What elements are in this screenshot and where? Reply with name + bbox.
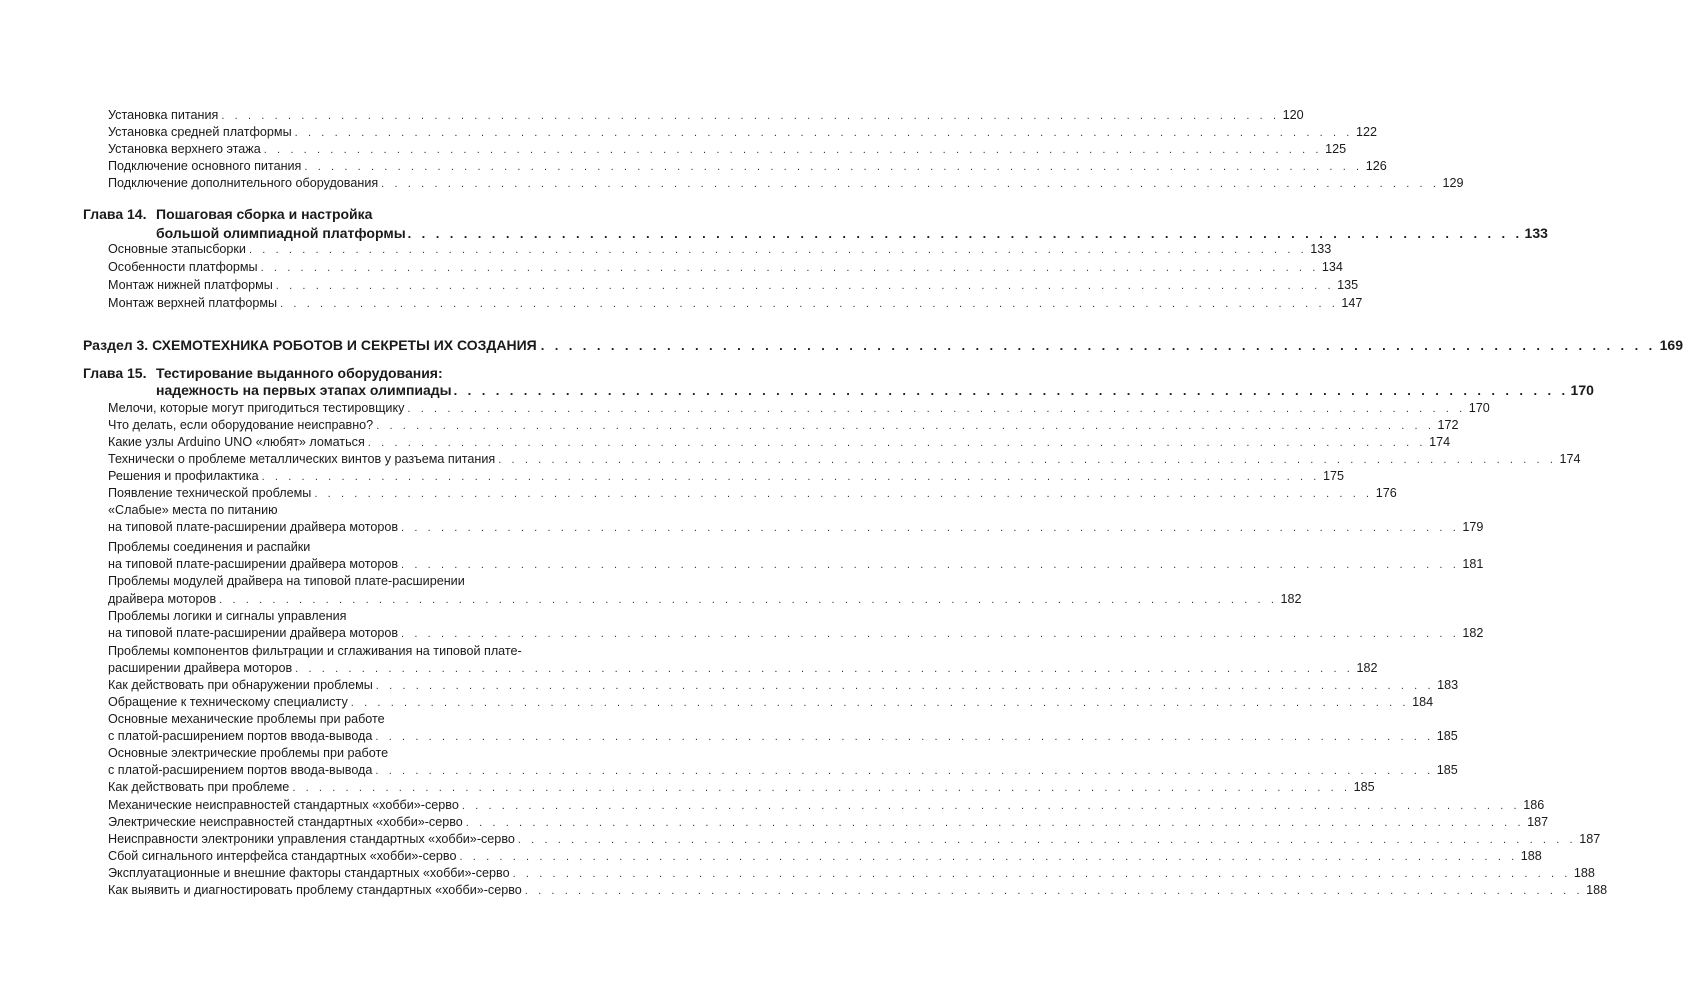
toc-entry <box>108 865 1595 882</box>
page-number: 170 <box>1468 401 1490 415</box>
entry-title: Обращение к техническому специалисту <box>108 695 348 709</box>
toc-entry <box>108 468 1344 485</box>
page-number: 174 <box>1429 435 1451 449</box>
chapter-title-line2: большой олимпиадной платформы <box>156 225 406 241</box>
entry-title: с платой-расширением портов ввода-вывода <box>108 763 373 777</box>
dot-leader: . . . . . . . . . . . . . . . . . . . . . . . . . . . . . . . . . . . . . . . . . . . . . . . . . . . . . . . . . . . . . . . . . . . . . . . . . . . . . . . . <box>375 765 1434 777</box>
part-page-number: 169 <box>1659 337 1683 353</box>
toc-entry <box>108 660 1378 677</box>
entry-title: Неисправности электроники управления стандартных «хобби»-серво <box>108 832 515 846</box>
entry-title: Сбой сигнального интерфейса стандартных «хобби»-серво <box>108 849 457 863</box>
chapter-title-line2: надежность на первых этапах олимпиады <box>156 382 452 398</box>
chapter-title-line1: Пошаговая сборка и настройка <box>156 206 373 222</box>
toc-entry <box>108 158 1387 175</box>
entry-title-line1: Основные электрические проблемы при работе <box>108 746 389 760</box>
page-number: 126 <box>1365 159 1387 173</box>
entry-title-line1: Проблемы соединения и распайки <box>108 540 311 554</box>
page-number: 181 <box>1462 557 1484 571</box>
toc-entry <box>108 625 1484 642</box>
toc-entry <box>108 259 1343 276</box>
page-number: 125 <box>1325 142 1347 156</box>
dot-leader: . . . . . . . . . . . . . . . . . . . . . . . . . . . . . . . . . . . . . . . . . . . . . . . . . . . . . . . . . . . . . . . . . . . . . . . . . . . . . . . . <box>350 697 1410 709</box>
page-number: 175 <box>1322 469 1344 483</box>
page-number: 179 <box>1462 520 1484 534</box>
toc-entry <box>108 519 1484 536</box>
page-number: 120 <box>1282 108 1304 122</box>
entry-title: Установка средней платформы <box>108 125 292 139</box>
entry-title: на типовой плате-расширении драйвера моторов <box>108 557 399 571</box>
dot-leader: . . . . . . . . . . . . . . . . . . . . . . . . . . . . . . . . . . . . . . . . . . . . . . . . . . . . . . . . . . . . . . . . . . . . . . . . . . . . . . . . <box>219 594 1278 606</box>
dot-leader: . . . . . . . . . . . . . . . . . . . . . . . . . . . . . . . . . . . . . . . . . . . . . . . . . . . . . . . . . . . . . . . . . . . . . . . . . . . . . . . . <box>407 403 1466 415</box>
toc-entry <box>108 779 1375 796</box>
entry-title-line1: Основные механические проблемы при работе <box>108 712 385 726</box>
dot-leader: . . . . . . . . . . . . . . . . . . . . . . . . . . . . . . . . . . . . . . . . . . . . . . . . . . . . . . . . . . . . . . . . . . . . . . . . . . . . . . . . <box>401 628 1460 640</box>
page-number: 182 <box>1462 626 1484 640</box>
entry-title: на типовой плате-расширении драйвера моторов <box>108 626 399 640</box>
page-number: 147 <box>1341 296 1363 310</box>
toc-entry <box>108 295 1363 312</box>
entry-title: Как действовать при обнаружении проблемы <box>108 678 373 692</box>
dot-leader: . . . . . . . . . . . . . . . . . . . . . . . . . . . . . . . . . . . . . . . . . . . . . . . . . . . . . . . . . . . . . . . . . . . . . . . . . . . . . . . . <box>275 280 1335 292</box>
dot-leader: . . . . . . . . . . . . . . . . . . . . . . . . . . . . . . . . . . . . . . . . . . . . . . . . . . . . . . . . . . . . . . . . . . . . . . . . . . . . . . . . <box>304 161 1363 173</box>
toc-entry <box>108 141 1347 158</box>
dot-leader: . . . . . . . . . . . . . . . . . . . . . . . . . . . . . . . . . . . . . . . . . . . . . . . . . . . . . . . . . . . . . . . . . . . . . . . . . . . . . . . . <box>465 817 1525 829</box>
page-number: 188 <box>1586 883 1608 897</box>
toc-entry <box>108 762 1458 779</box>
dot-leader: . . . . . . . . . . . . . . . . . . . . . . . . . . . . . . . . . . . . . . . . . . . . . . . . . . . . . . . . . . . . . . . . . . . . . . . . . . . . . . . . <box>248 244 1308 256</box>
entry-title-line1: Проблемы компонентов фильтрации и сглаживания на типовой плате- <box>108 644 522 658</box>
entry-title: Механические неисправностей стандартных «хобби»-серво <box>108 798 459 812</box>
dot-leader: . . . . . . . . . . . . . . . . . . . . . . . . . . . . . . . . . . . . . . . . . . . . . . . . . . . . . . . . . . . . . . . . . . . . . . . . . . . . . . . . <box>375 731 1434 743</box>
chapter-page-number: 170 <box>1570 382 1594 398</box>
dot-leader: . . . . . . . . . . . . . . . . . . . . . . . . . . . . . . . . . . . . . . . . . . . . . . . . . . . . . . . . . . . . . . . . . . . . . . . . . . . . . . . . <box>517 834 1577 846</box>
toc-entry <box>108 124 1377 141</box>
page-number: 134 <box>1321 260 1343 274</box>
chapter-title-line1: Тестирование выданного оборудования: <box>156 365 443 381</box>
entry-title: Основные этапысборки <box>108 242 246 256</box>
page-number: 188 <box>1520 849 1542 863</box>
entry-title: Монтаж нижней платформы <box>108 278 273 292</box>
dot-leader: . . . . . . . . . . . . . . . . . . . . . . . . . . . . . . . . . . . . . . . . . . . . . . . . . . . . . . . . . . . . . . . . . . . . . . . . . . . . . . . . <box>292 782 1351 794</box>
dot-leader: . . . . . . . . . . . . . . . . . . . . . . . . . . . . . . . . . . . . . . . . . . . . . . . . . . . . . . . . . . . . . . . . . . . . . . . . . . . . . . . . <box>461 800 1521 812</box>
page-number: 184 <box>1412 695 1434 709</box>
chapter-number: Глава 15. <box>83 365 147 381</box>
page-number: 122 <box>1355 125 1377 139</box>
entry-title: Монтаж верхней платформы <box>108 296 278 310</box>
entry-title: драйвера моторов <box>108 592 217 606</box>
entry-title: Как действовать при проблеме <box>108 780 290 794</box>
page-number: 182 <box>1280 592 1302 606</box>
entry-title: Мелочи, которые могут пригодиться тестировщику <box>108 401 405 415</box>
entry-title: с платой-расширением портов ввода-вывода <box>108 729 373 743</box>
page-number: 185 <box>1436 763 1458 777</box>
toc-entry <box>108 831 1601 848</box>
dot-leader: . . . . . . . . . . . . . . . . . . . . . . . . . . . . . . . . . . . . . . . . . . . . . . . . . . . . . . . . . . . . . . . . . . . . . . . . . . . . . . . . <box>261 471 1320 483</box>
dot-leader: . . . . . . . . . . . . . . . . . . . . . . . . . . . . . . . . . . . . . . . . . . . . . . . . . . . . . . . . . . . . . . . . . . . . . . . . . . . . . . . . <box>459 851 1518 863</box>
toc-entry <box>108 814 1549 831</box>
entry-title: Установка питания <box>108 108 219 122</box>
toc-entry <box>108 400 1490 417</box>
page-number: 185 <box>1436 729 1458 743</box>
part-title: Раздел 3. СХЕМОТЕХНИКА РОБОТОВ И СЕКРЕТЫ ИХ СОЗДАНИЯ <box>83 337 537 353</box>
page-number: 174 <box>1559 452 1581 466</box>
entry-title: Подключение дополнительного оборудования <box>108 176 379 190</box>
page-number: 182 <box>1356 661 1378 675</box>
dot-leader: . . . . . . . . . . . . . . . . . . . . . . . . . . . . . . . . . . . . . . . . . . . . . . . . . . . . . . . . . . . . . . . . . . . . . . . . . . . . . . . . <box>375 680 1435 692</box>
toc-entry <box>108 797 1545 814</box>
entry-title: Особенности платформы <box>108 260 258 274</box>
dot-leader: . . . . . . . . . . . . . . . . . . . . . . . . . . . . . . . . . . . . . . . . . . . . . . . . . . . . . . . . . . . . . . . . . . . . . . . . . . . . . . . . <box>314 488 1373 500</box>
toc-entry <box>108 434 1451 451</box>
entry-title: расширении драйвера моторов <box>108 661 293 675</box>
entry-title-line1: Проблемы логики и сигналы управления <box>108 609 347 623</box>
dot-leader: . . . . . . . . . . . . . . . . . . . . . . . . . . . . . . . . . . . . . . . . . . . . . . . . . . . . . . . . . . . . . . . . . . . . . . . . . . . . . . . . <box>376 420 1435 432</box>
entry-title: Как выявить и диагностировать проблему стандартных «хобби»-серво <box>108 883 522 897</box>
toc-entry <box>108 451 1581 468</box>
toc-entry <box>108 241 1332 258</box>
chapter-page-number: 133 <box>1524 225 1548 241</box>
dot-leader: . . . . . . . . . . . . . . . . . . . . . . . . . . . . . . . . . . . . . . . . . . . . . . . . . . . . . . . . . . . . . . . . . . . . . . . . . . . . . . . . <box>295 663 1354 675</box>
chapter-heading <box>0 205 611 224</box>
dot-leader: . . . . . . . . . . . . . . . . . . . . . . . . . . . . . . . . . . . . . . . . . . . . . . . . . . . . . . . . . . . . . . . . . . . . . . . . . . . . . . . . <box>294 127 1353 139</box>
page-number: 185 <box>1353 780 1375 794</box>
dot-leader: . . . . . . . . . . . . . . . . . . . . . . . . . . . . . . . . . . . . . . . . . . . . . . . . . . . . . . . . . . . . . . . . . . . . . . . . . . . . . . . . <box>401 559 1460 571</box>
page-number: 186 <box>1523 798 1545 812</box>
toc-entry <box>108 677 1459 694</box>
dot-leader: . . . . . . . . . . . . . . . . . . . . . . . . . . . . . . . . . . . . . . . . . . . . . . . . . . . . . . . . . . . . . . . . . . . . . . . . . . . . . . . . <box>221 110 1280 122</box>
dot-leader: . . . . . . . . . . . . . . . . . . . . . . . . . . . . . . . . . . . . . . . . . . . . . . . . . . . . . . . . . . . . . . . . . . . . . . . . . . . . . . . . <box>260 262 1319 274</box>
dot-leader: . . . . . . . . . . . . . . . . . . . . . . . . . . . . . . . . . . . . . . . . . . . . . . . . . . . . . . . . . . . . . . . . . . . . . . . . . . . . . . . . <box>280 298 1339 310</box>
dot-leader: . . . . . . . . . . . . . . . . . . . . . . . . . . . . . . . . . . . . . . . . . . . . . . . . . . . . . . . . . . . . . . . . . . . . . . . . . . . . . . . . <box>524 885 1584 897</box>
page-number: 172 <box>1437 418 1459 432</box>
page-number: 133 <box>1310 242 1332 256</box>
page-number: 135 <box>1337 278 1359 292</box>
entry-title: Появление технической проблемы <box>108 486 312 500</box>
toc-entry <box>108 417 1459 434</box>
entry-title: Решения и профилактика <box>108 469 259 483</box>
toc-entry <box>108 591 1302 608</box>
entry-title-line1: Проблемы модулей драйвера на типовой плате-расширении <box>108 574 465 588</box>
dot-leader: . . . . . . . . . . . . . . . . . . . . . . . . . . . . . . . . . . . . . . . . . . . . . . . . . . . . . . . . . . . . . . . . . . . . . . . . . . . . . . . . <box>401 522 1460 534</box>
dot-leader: . . . . . . . . . . . . . . . . . . . . . . . . . . . . . . . . . . . . . . . . . . . . . . . . . . . . . . . . . . . . . . . . . . . . . . . . . . . . . . . . <box>407 226 1523 241</box>
page-number: 183 <box>1437 678 1459 692</box>
dot-leader: . . . . . . . . . . . . . . . . . . . . . . . . . . . . . . . . . . . . . . . . . . . . . . . . . . . . . . . . . . . . . . . . . . . . . . . . . . . . . . . . <box>512 868 1571 880</box>
entry-title: Установка верхнего этажа <box>108 142 261 156</box>
page-number: 176 <box>1375 486 1397 500</box>
dot-leader: . . . . . . . . . . . . . . . . . . . . . . . . . . . . . . . . . . . . . . . . . . . . . . . . . . . . . . . . . . . . . . . . . . . . . . . . . . . . . . . . <box>498 454 1557 466</box>
entry-title: Что делать, если оборудование неисправно? <box>108 418 374 432</box>
dot-leader: . . . . . . . . . . . . . . . . . . . . . . . . . . . . . . . . . . . . . . . . . . . . . . . . . . . . . . . . . . . . . . . . . . . . . . . . . . . . . . . . <box>263 144 1323 156</box>
toc-entry <box>108 107 1304 124</box>
dot-leader: . . . . . . . . . . . . . . . . . . . . . . . . . . . . . . . . . . . . . . . . . . . . . . . . . . . . . . . . . . . . . . . . . . . . . . . . . . . . . . . . <box>381 178 1440 190</box>
dot-leader: . . . . . . . . . . . . . . . . . . . . . . . . . . . . . . . . . . . . . . . . . . . . . . . . . . . . . . . . . . . . . . . . . . . . . . . . . . . . . . . . <box>367 437 1427 449</box>
page-number: 187 <box>1527 815 1549 829</box>
part-heading <box>83 335 1683 355</box>
toc-entry <box>108 848 1542 865</box>
page-number: 129 <box>1442 176 1464 190</box>
entry-title: Эксплуатационные и внешние факторы стандартных «хобби»-серво <box>108 866 510 880</box>
entry-title: на типовой плате-расширении драйвера моторов <box>108 520 399 534</box>
page-number: 187 <box>1579 832 1601 846</box>
toc-entry <box>108 175 1464 192</box>
entry-title: Электрические неисправностей стандартных «хобби»-серво <box>108 815 463 829</box>
entry-title: Подключение основного питания <box>108 159 302 173</box>
dot-leader: . . . . . . . . . . . . . . . . . . . . . . . . . . . . . . . . . . . . . . . . . . . . . . . . . . . . . . . . . . . . . . . . . . . . . . . . . . . . . . . . <box>540 338 1656 353</box>
entry-title: Какие узлы Arduino UNO «любят» ломаться <box>108 435 365 449</box>
toc-entry <box>108 556 1484 573</box>
toc-entry <box>108 882 1608 899</box>
toc-entry <box>108 485 1397 502</box>
entry-title: Технически о проблеме металлических винтов у разъема питания <box>108 452 496 466</box>
chapter-number: Глава 14. <box>83 206 147 222</box>
entry-title-line1: «Слабые» места по питанию <box>108 503 278 517</box>
dot-leader: . . . . . . . . . . . . . . . . . . . . . . . . . . . . . . . . . . . . . . . . . . . . . . . . . . . . . . . . . . . . . . . . . . . . . . . . . . . . . . . . <box>453 383 1569 398</box>
toc-entry <box>108 728 1458 745</box>
toc-entry <box>108 277 1359 294</box>
toc-entry <box>108 694 1434 711</box>
page-number: 188 <box>1573 866 1595 880</box>
chapter-heading-row <box>156 381 1594 400</box>
